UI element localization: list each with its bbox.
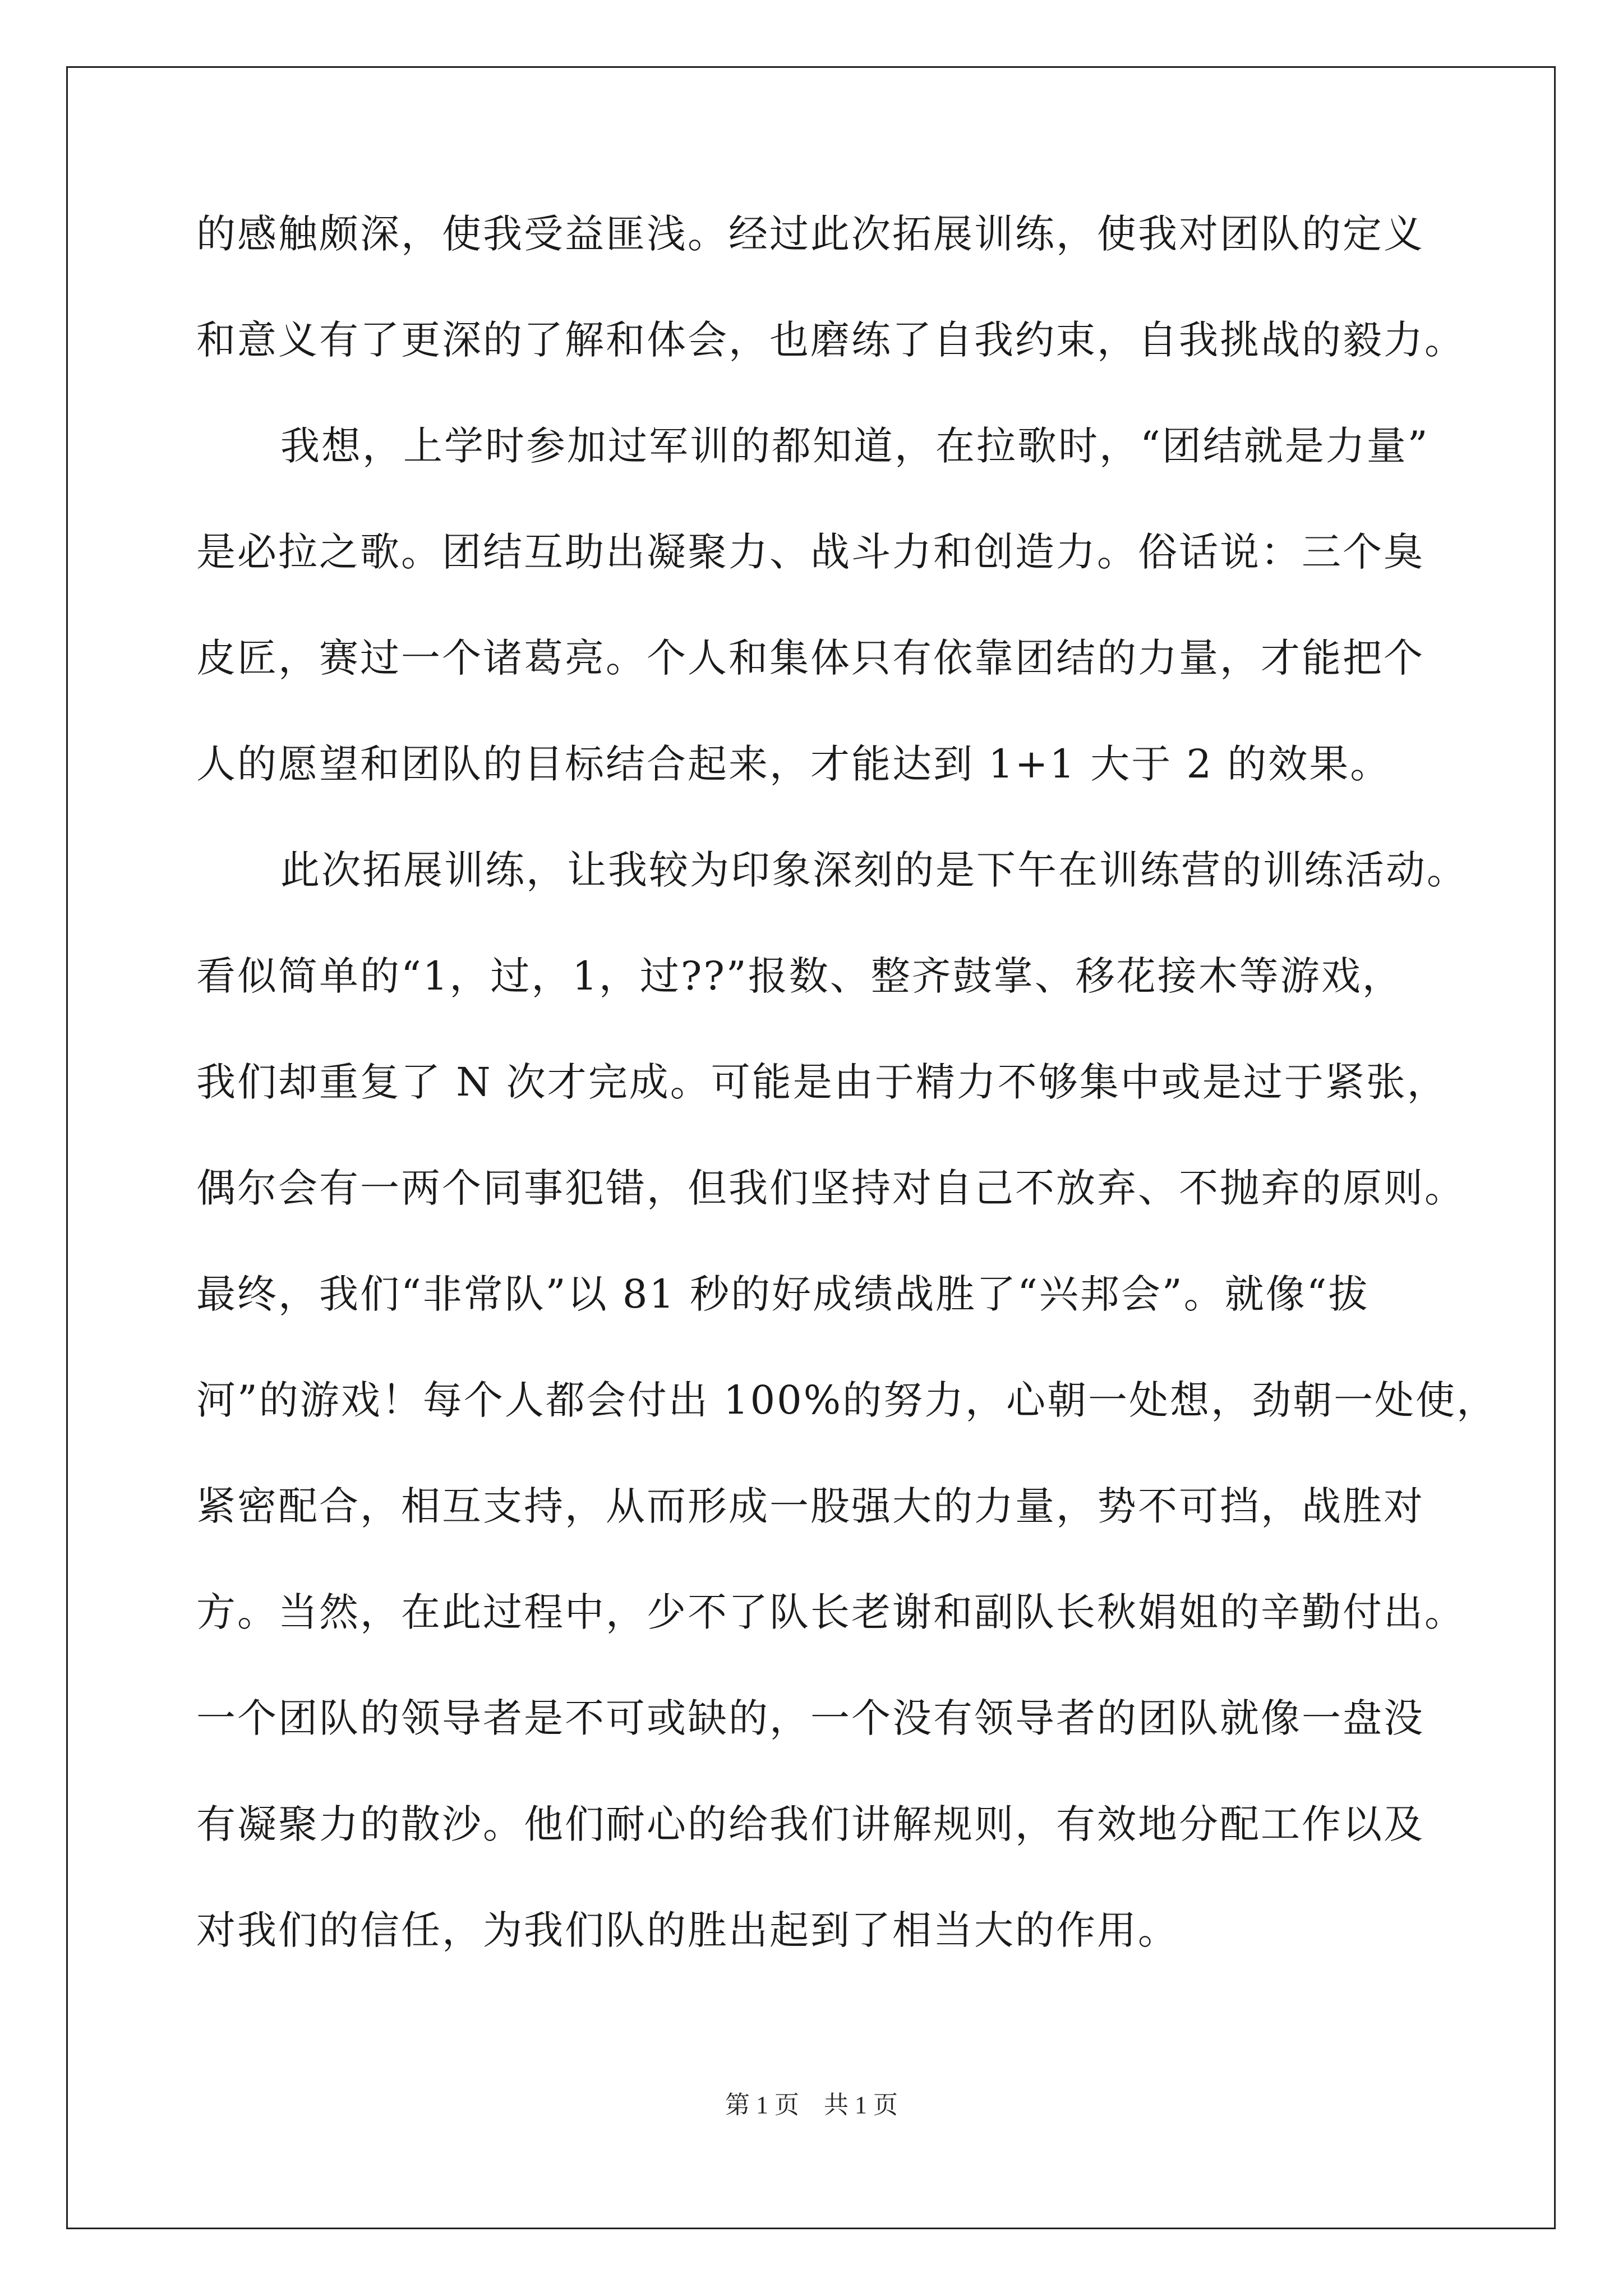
text-line: 对我们的信任，为我们队的胜出起到了相当大的作用。	[196, 1907, 1179, 1953]
text-line: 偶尔会有一两个同事犯错，但我们坚持对自己不放弃、不抛弃的原则。	[196, 1165, 1465, 1211]
text-line: 有凝聚力的散沙。他们耐心的给我们讲解规则，有效地分配工作以及	[196, 1801, 1424, 1847]
text-line: 我想，上学时参加过军训的都知道，在拉歌时，“团结就是力量”	[280, 423, 1430, 469]
text-line: 我们却重复了 N 次才完成。可能是由于精力不够集中或是过于紧张，	[196, 1059, 1448, 1105]
page-number-footer: 第 1 页 共 1 页	[725, 2091, 898, 2119]
text-line: 一个团队的领导者是不可或缺的，一个没有领导者的团队就像一盘没	[196, 1695, 1424, 1741]
text-line: 的感触颇深，使我受益匪浅。经过此次拓展训练，使我对团队的定义	[196, 211, 1424, 257]
text-line: 皮匠，赛过一个诸葛亮。个人和集体只有依靠团结的力量，才能把个	[196, 635, 1424, 681]
text-line: 看似简单的“1，过，1，过??”报数、整齐鼓掌、移花接木等游戏，	[196, 953, 1403, 999]
text-line: 最终，我们“非常队”以 81 秒的好成绩战胜了“兴邦会”。就像“拔	[196, 1271, 1370, 1317]
text-line: 方。当然，在此过程中，少不了队长老谢和副队长秋娟姐的辛勤付出。	[196, 1589, 1465, 1635]
text-line: 和意义有了更深的了解和体会，也磨练了自我约束，自我挑战的毅力。	[196, 317, 1465, 363]
text-line: 人的愿望和团队的目标结合起来，才能达到 1+1 大于 2 的效果。	[196, 741, 1391, 787]
text-line: 是必拉之歌。团结互助出凝聚力、战斗力和创造力。俗话说：三个臭	[196, 529, 1424, 575]
text-line: 河”的游戏！每个人都会付出 100%的努力，心朝一处想，劲朝一处使，	[196, 1377, 1498, 1423]
text-line: 此次拓展训练，让我较为印象深刻的是下午在训练营的训练活动。	[280, 847, 1468, 893]
document-body	[196, 211, 1498, 2017]
text-line: 紧密配合，相互支持，从而形成一股强大的力量，势不可挡，战胜对	[196, 1483, 1424, 1529]
